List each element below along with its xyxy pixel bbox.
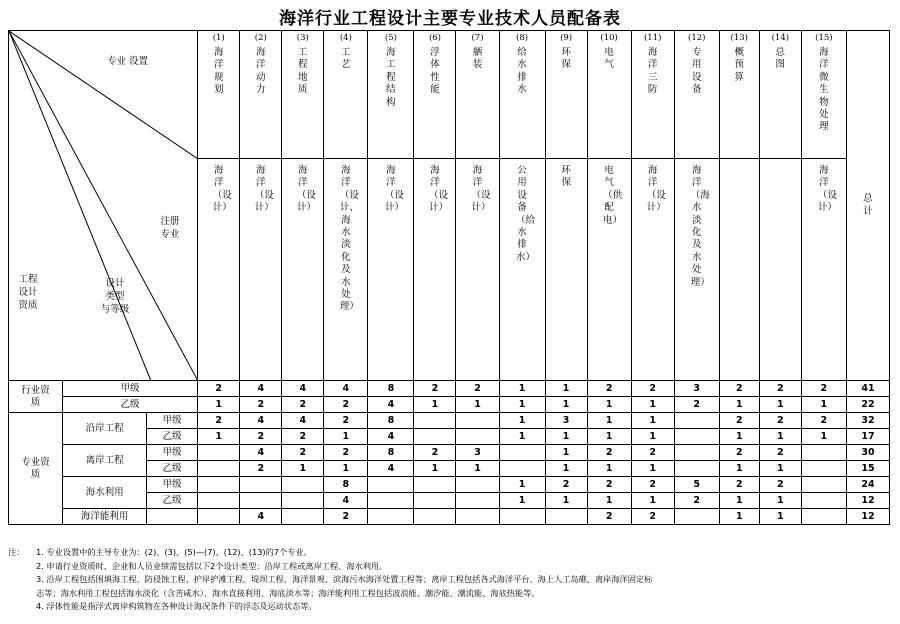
value-cell: 8 — [368, 445, 414, 461]
registered-specialty — [240, 159, 282, 381]
registered-specialty — [198, 159, 240, 381]
page-title: 海洋行业工程设计主要专业技术人员配备表 — [279, 9, 621, 29]
value-cell: 1 — [499, 397, 545, 413]
registered-specialty — [324, 159, 368, 381]
grade-label: 乙级 — [63, 397, 198, 413]
value-cell: 1 — [545, 381, 587, 397]
registered-specialty-text: 海洋（设计） — [817, 165, 837, 214]
value-cell: 1 — [456, 397, 499, 413]
specialty-header — [759, 31, 801, 159]
note-line: 志等；海水利用工程包括海水淡化（含苦咸水）、海水直接利用、海底淡水等；海洋能利用工程包括波浪能、潮汐能、潮流能、海底热能等。 — [36, 587, 540, 598]
diagonal-header-cell — [9, 31, 198, 381]
value-cell — [456, 477, 499, 493]
value-cell: 2 — [240, 429, 282, 445]
specialty-name: 舾装 — [472, 47, 483, 71]
note-text: 1. 专业设置中的主导专业为：(2)、(3)、(5)—(7)、(12)、(13)的7个专业。 — [36, 547, 312, 557]
specialty-number: (14) — [771, 33, 790, 43]
specialty-header — [674, 31, 719, 159]
value-cell: 1 — [587, 413, 631, 429]
value-cell: 2 — [545, 477, 587, 493]
specialty-number: (4) — [339, 33, 352, 43]
specialty-name: 海工程结构 — [386, 47, 396, 108]
specialty-header — [240, 31, 282, 159]
registered-specialty-text: 环保 — [561, 165, 571, 189]
corner-specialty-label: 专业 设置 — [107, 56, 149, 67]
value-cell: 4 — [240, 381, 282, 397]
value-cell: 2 — [324, 413, 368, 429]
value-cell: 1 — [499, 429, 545, 445]
specialty-header — [324, 31, 368, 159]
registered-specialty-text: 海洋（设计） — [384, 165, 404, 214]
value-cell: 1 — [587, 493, 631, 509]
value-cell — [198, 493, 240, 509]
value-cell — [801, 461, 846, 477]
value-cell: 2 — [631, 445, 674, 461]
specialty-name: 概预算 — [734, 47, 745, 83]
value-cell: 1 — [587, 461, 631, 477]
table-row — [9, 445, 890, 461]
total-cell: 12 — [846, 493, 889, 509]
industry-qualification-label: 行业资质 — [9, 381, 63, 413]
value-cell: 1 — [719, 493, 759, 509]
specialty-name: 浮体性能 — [430, 47, 440, 96]
specialty-name: 海洋三防 — [647, 47, 658, 96]
value-cell: 2 — [456, 381, 499, 397]
value-cell — [282, 477, 324, 493]
registered-specialty-text: 公用设备（给水排水） — [516, 165, 536, 263]
registered-specialty — [759, 159, 801, 381]
value-cell: 1 — [719, 429, 759, 445]
table-row — [9, 397, 890, 413]
value-cell: 1 — [499, 413, 545, 429]
grade-label: 乙级 — [147, 461, 198, 477]
staffing-table — [8, 30, 890, 525]
value-cell — [240, 493, 282, 509]
value-cell: 1 — [801, 397, 846, 413]
value-cell: 1 — [545, 445, 587, 461]
registered-specialty — [587, 159, 631, 381]
value-cell: 2 — [587, 445, 631, 461]
specialty-header — [545, 31, 587, 159]
specialty-header — [801, 31, 846, 159]
specialty-number: (9) — [560, 33, 573, 43]
table-row — [9, 509, 890, 525]
value-cell: 1 — [545, 429, 587, 445]
registered-specialty — [801, 159, 846, 381]
value-cell: 1 — [759, 509, 801, 525]
value-cell: 4 — [324, 493, 368, 509]
note-line — [8, 546, 892, 560]
registered-specialty — [368, 159, 414, 381]
value-cell: 4 — [282, 413, 324, 429]
value-cell: 2 — [801, 413, 846, 429]
value-cell — [456, 429, 499, 445]
specialty-name: 总图 — [775, 47, 786, 71]
value-cell: 4 — [240, 413, 282, 429]
total-cell: 17 — [846, 429, 889, 445]
table-row — [9, 413, 890, 429]
value-cell: 3 — [674, 381, 719, 397]
value-cell: 2 — [414, 445, 456, 461]
value-cell — [674, 461, 719, 477]
header-row-specialty — [9, 31, 890, 159]
value-cell — [499, 445, 545, 461]
registered-specialty-text: 海洋（设计） — [254, 165, 274, 214]
value-cell — [368, 477, 414, 493]
value-cell: 2 — [282, 445, 324, 461]
value-cell: 1 — [719, 509, 759, 525]
specialty-number: (6) — [428, 33, 441, 43]
value-cell — [674, 509, 719, 525]
specialty-number: (10) — [600, 33, 618, 43]
registered-specialty-text: 海洋（设计） — [646, 165, 666, 214]
value-cell — [198, 445, 240, 461]
value-cell — [456, 413, 499, 429]
value-cell — [414, 429, 456, 445]
value-cell: 2 — [198, 381, 240, 397]
value-cell: 1 — [759, 461, 801, 477]
value-cell — [414, 509, 456, 525]
specialty-name: 专用设备 — [691, 47, 702, 96]
specialty-header — [456, 31, 499, 159]
value-cell: 2 — [674, 397, 719, 413]
specialty-name: 工艺 — [341, 47, 351, 71]
value-cell — [414, 413, 456, 429]
registered-specialty — [414, 159, 456, 381]
value-cell: 1 — [324, 461, 368, 477]
table-row — [9, 381, 890, 397]
value-cell: 2 — [240, 397, 282, 413]
total-cell: 15 — [846, 461, 889, 477]
specialty-header — [198, 31, 240, 159]
specialty-number: (11) — [643, 33, 662, 43]
value-cell: 4 — [282, 381, 324, 397]
specialty-header — [414, 31, 456, 159]
value-cell: 4 — [368, 461, 414, 477]
specialty-name: 工程地质 — [298, 47, 308, 96]
value-cell: 2 — [674, 493, 719, 509]
specialty-number: (1) — [212, 33, 225, 43]
value-cell: 1 — [198, 397, 240, 413]
value-cell: 4 — [240, 445, 282, 461]
registered-specialty-text: 海洋（海水淡化及水处理） — [690, 165, 710, 288]
value-cell: 1 — [545, 493, 587, 509]
value-cell: 1 — [587, 397, 631, 413]
grade-label: 乙级 — [147, 493, 198, 509]
value-cell: 1 — [499, 477, 545, 493]
specialty-header — [499, 31, 545, 159]
specialty-header — [719, 31, 759, 159]
registered-specialty-text: 海洋（设计、海水淡化及水处理） — [339, 165, 359, 313]
total-header — [846, 31, 889, 381]
grade-label — [147, 509, 198, 525]
total-cell: 41 — [846, 381, 889, 397]
value-cell: 1 — [759, 429, 801, 445]
value-cell: 1 — [631, 429, 674, 445]
value-cell: 1 — [456, 461, 499, 477]
note-line: 2. 申请行业资质时，企业和人员业绩需包括以下2个设计类型：沿岸工程或离岸工程、海水利用。 — [36, 560, 388, 571]
total-cell: 22 — [846, 397, 889, 413]
value-cell: 4 — [368, 397, 414, 413]
value-cell: 2 — [759, 381, 801, 397]
specialty-number: (12) — [688, 33, 706, 43]
value-cell: 5 — [674, 477, 719, 493]
grade-label: 乙级 — [147, 429, 198, 445]
specialty-number: (2) — [254, 33, 267, 43]
value-cell — [801, 477, 846, 493]
value-cell: 2 — [198, 413, 240, 429]
value-cell — [801, 509, 846, 525]
total-cell: 32 — [846, 413, 889, 429]
value-cell — [282, 493, 324, 509]
value-cell: 2 — [719, 413, 759, 429]
registered-specialty-text: 海洋（设计） — [471, 165, 491, 214]
specialty-name: 海洋规划 — [213, 47, 224, 96]
value-cell: 4 — [240, 509, 282, 525]
value-cell: 2 — [719, 445, 759, 461]
total-cell: 24 — [846, 477, 889, 493]
value-cell: 2 — [759, 477, 801, 493]
note-line: 4. 浮体性能是指浮式离岸构筑物在各种设计海况条件下的浮态及运动状态等。 — [36, 601, 317, 611]
value-cell: 1 — [631, 493, 674, 509]
value-cell: 1 — [801, 429, 846, 445]
value-cell — [368, 493, 414, 509]
value-cell: 1 — [499, 493, 545, 509]
registered-specialty — [719, 159, 759, 381]
value-cell: 2 — [587, 381, 631, 397]
value-cell — [674, 413, 719, 429]
specialty-header — [282, 31, 324, 159]
registered-specialty-text: 电气（供配电） — [603, 165, 623, 226]
value-cell — [801, 493, 846, 509]
value-cell: 2 — [631, 509, 674, 525]
value-cell — [240, 477, 282, 493]
value-cell: 2 — [631, 381, 674, 397]
value-cell: 1 — [631, 461, 674, 477]
value-cell — [456, 509, 499, 525]
specialty-name: 海洋微生物处理 — [819, 47, 829, 133]
design-type-label: 海洋能利用 — [63, 509, 147, 525]
grade-label: 甲级 — [63, 381, 198, 397]
specialty-number: (13) — [730, 33, 748, 43]
value-cell — [198, 461, 240, 477]
value-cell: 1 — [759, 397, 801, 413]
notes-block — [8, 546, 892, 614]
note-line: 3. 沿岸工程包括围填海工程、防侵蚀工程、护岸护滩工程、堤坝工程、海洋景观、滨海污水海洋处置工程等；离岸工程包括各式海洋平台、海上人工岛礁、离岸海洋固定标 — [36, 574, 653, 584]
total-header-label: 总计 — [863, 193, 873, 217]
value-cell: 1 — [631, 397, 674, 413]
value-cell: 8 — [324, 477, 368, 493]
value-cell — [414, 493, 456, 509]
design-type-label: 沿岸工程 — [63, 413, 147, 445]
corner-registered-label: 注册 专业 — [160, 216, 180, 240]
value-cell: 1 — [719, 461, 759, 477]
registered-specialty — [545, 159, 587, 381]
value-cell — [499, 509, 545, 525]
grade-label: 甲级 — [147, 445, 198, 461]
value-cell: 3 — [545, 413, 587, 429]
value-cell: 1 — [198, 429, 240, 445]
grade-label: 甲级 — [147, 477, 198, 493]
registered-specialty — [499, 159, 545, 381]
value-cell — [414, 477, 456, 493]
value-cell: 2 — [719, 381, 759, 397]
diagonal-lines — [9, 31, 198, 381]
value-cell: 1 — [414, 397, 456, 413]
design-type-label: 离岸工程 — [63, 445, 147, 477]
grade-label: 甲级 — [147, 413, 198, 429]
value-cell: 2 — [801, 381, 846, 397]
value-cell: 2 — [631, 477, 674, 493]
value-cell: 2 — [324, 509, 368, 525]
value-cell: 2 — [759, 445, 801, 461]
value-cell: 2 — [240, 461, 282, 477]
value-cell: 4 — [368, 429, 414, 445]
corner-qualification-label: 工程 设计 资质 — [18, 274, 38, 311]
value-cell — [456, 493, 499, 509]
specialty-number: (7) — [471, 33, 484, 43]
value-cell — [368, 509, 414, 525]
registered-specialty — [282, 159, 324, 381]
registered-specialty — [631, 159, 674, 381]
value-cell: 2 — [414, 381, 456, 397]
value-cell: 1 — [545, 397, 587, 413]
professional-qualification-label: 专业资质 — [9, 413, 63, 525]
value-cell: 2 — [587, 477, 631, 493]
specialty-header — [587, 31, 631, 159]
value-cell: 4 — [324, 381, 368, 397]
specialty-name: 环保 — [561, 47, 571, 71]
value-cell: 1 — [587, 429, 631, 445]
specialty-header — [368, 31, 414, 159]
specialty-number: (15) — [815, 33, 833, 43]
specialty-name: 海洋动力 — [256, 47, 266, 96]
value-cell: 2 — [282, 397, 324, 413]
registered-specialty-text: 海洋（设计） — [428, 165, 448, 214]
value-cell: 1 — [631, 413, 674, 429]
value-cell — [545, 509, 587, 525]
value-cell: 1 — [414, 461, 456, 477]
total-cell: 12 — [846, 509, 889, 525]
specialty-number: (5) — [384, 33, 397, 43]
total-cell: 30 — [846, 445, 889, 461]
value-cell: 1 — [759, 493, 801, 509]
registered-specialty — [674, 159, 719, 381]
value-cell: 8 — [368, 381, 414, 397]
value-cell: 2 — [324, 445, 368, 461]
value-cell: 1 — [719, 397, 759, 413]
corner-design-type-label: 设计 类型 与等级 — [100, 278, 130, 315]
specialty-name: 给水排水 — [517, 47, 527, 96]
value-cell — [499, 461, 545, 477]
value-cell — [198, 509, 240, 525]
registered-specialty-text: 海洋（设计） — [212, 165, 232, 214]
specialty-number: (3) — [296, 33, 309, 43]
value-cell: 1 — [545, 461, 587, 477]
value-cell: 8 — [368, 413, 414, 429]
value-cell: 2 — [719, 477, 759, 493]
specialty-number: (8) — [516, 33, 529, 43]
value-cell — [674, 429, 719, 445]
notes-prefix: 注： — [8, 547, 25, 557]
registered-specialty — [456, 159, 499, 381]
specialty-name: 电气 — [604, 47, 614, 71]
value-cell: 1 — [499, 381, 545, 397]
specialty-header — [631, 31, 674, 159]
value-cell: 2 — [759, 413, 801, 429]
value-cell: 2 — [587, 509, 631, 525]
value-cell: 2 — [324, 397, 368, 413]
value-cell — [674, 445, 719, 461]
value-cell: 2 — [282, 429, 324, 445]
table-row — [9, 477, 890, 493]
value-cell — [198, 477, 240, 493]
registered-specialty-text: 海洋（设计） — [296, 165, 316, 214]
value-cell: 3 — [456, 445, 499, 461]
design-type-label: 海水利用 — [63, 477, 147, 509]
value-cell: 1 — [282, 461, 324, 477]
value-cell — [801, 445, 846, 461]
value-cell: 1 — [324, 429, 368, 445]
value-cell — [282, 509, 324, 525]
